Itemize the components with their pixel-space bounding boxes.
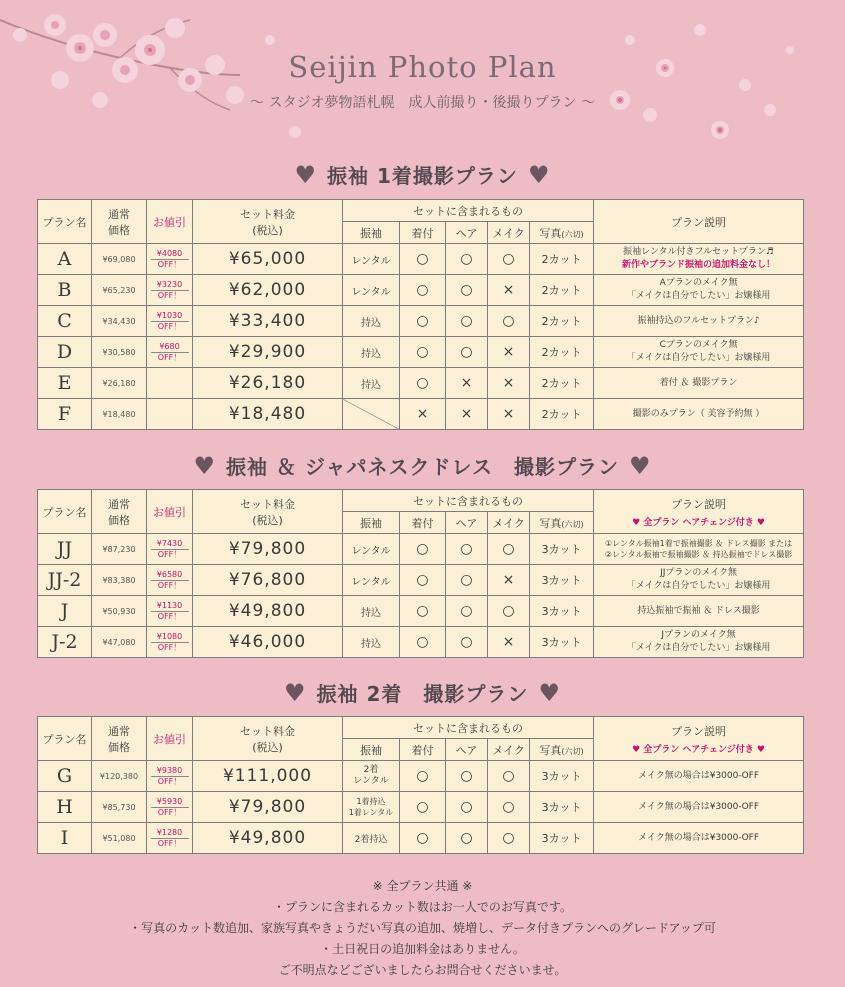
col-included: セットに含まれるもの [343,490,594,512]
col-regular: 通常 価格 [92,717,147,761]
section-title-1: ♥ 振袖 1着撮影プラン ♥ [294,161,551,189]
col-discount: お値引 [147,490,193,534]
col-hair: ヘア [446,512,488,534]
table-row: J-2 ¥47,080 ¥1080 OFF！ ¥46,000 持込 ○ ○ × 3カット Jプランのメイク無 「メイクは自分でしたい」お嬢様用 [38,627,804,658]
col-description: プラン説明 ♥ 全プラン ヘアチェンジ付き ♥ [594,717,804,761]
table-row: I ¥51,080 ¥1280 OFF！ ¥49,800 2着持込 ○ ○ ○ 3カット メイク無の場合は¥3000-OFF [38,823,804,854]
plan-table-2 [37,489,804,658]
col-kitsuke: 着付 [400,512,446,534]
col-photo: 写真(六切) [530,512,594,534]
table-row: H ¥85,730 ¥5930 OFF！ ¥79,800 1着持込 1着レンタル ○ ○ ○ 3カット メイク無の場合は¥3000-OFF [38,792,804,823]
discount-badge: ¥1130 OFF！ [147,596,193,627]
col-kitsuke: 着付 [400,222,446,244]
table-row: E ¥26,180 ¥26,180 持込 ○ × × 2カット 着付 ＆ 撮影プラン [38,368,804,399]
col-makeup: メイク [488,512,530,534]
col-included: セットに含まれるもの [343,717,594,739]
heart-icon: ♥ [527,161,551,189]
table-row: A ¥69,080 ¥4080 OFF！ ¥65,000 レンタル ○ ○ ○ 2カット 振袖レンタル付きフルセットプラン♬ 新作やブランド振袖の追加料金なし！ [38,244,804,275]
table-row: F ¥18,480 ¥18,480 × × × 2カット 撮影のみプラン（ 美容予約無 ） [38,399,804,430]
col-discount: お値引 [147,717,193,761]
col-regular: 通常 価格 [92,490,147,534]
section-title-2: ♥ 振袖 ＆ ジャパネスクドレス 撮影プラン ♥ [193,452,652,480]
table-row: J ¥50,930 ¥1130 OFF！ ¥49,800 持込 ○ ○ ○ 3カット 持込振袖で振袖 ＆ ドレス撮影 [38,596,804,627]
heart-icon: ♥ [193,452,217,480]
col-included: セットに含まれるもの [343,200,594,222]
col-furisode: 振袖 [343,222,400,244]
heart-icon: ♥ [284,679,307,707]
heart-icon: ♥ [756,517,765,528]
discount-badge: ¥1080 OFF！ [147,627,193,658]
table-row: D ¥30,580 ¥680 OFF！ ¥29,900 持込 ○ ○ × 2カット Cプランのメイク無 「メイクは自分でしたい」お嬢様用 [38,337,804,368]
col-furisode: 振袖 [343,739,400,761]
plan-table-1 [37,199,804,430]
discount-badge: ¥5930 OFF！ [147,792,193,823]
table-row: G ¥120,380 ¥9380 OFF！ ¥111,000 2着 レンタル ○ ○ ○ 3カット メイク無の場合は¥3000-OFF [38,761,804,792]
common-notes [0,876,845,981]
col-makeup: メイク [488,739,530,761]
heart-icon: ♥ [632,517,641,528]
discount-badge: ¥3230 OFF！ [147,275,193,306]
col-regular: 通常 価格 [92,200,147,244]
discount-badge: ¥680 OFF！ [147,337,193,368]
table-row: JJ ¥87,230 ¥7430 OFF！ ¥79,800 レンタル ○ ○ ○ 3カット ①レンタル振袖1着で振袖撮影 ＆ ドレス撮影 または ②レンタル振袖で振袖撮影 ＆ 持込振袖でドレス撮影 [38,534,804,565]
table-row: B ¥65,230 ¥3230 OFF！ ¥62,000 レンタル ○ ○ × 2カット Aプランのメイク無 「メイクは自分でしたい」お嬢様用 [38,275,804,306]
notes-line: ・プランに含まれるカット数はお一人でのお写真です。 [273,900,572,914]
col-makeup: メイク [488,222,530,244]
table-row: JJ-2 ¥83,380 ¥6580 OFF！ ¥76,800 レンタル ○ ○ × 3カット JJプランのメイク無 「メイクは自分でしたい」お嬢様用 [38,565,804,596]
col-hair: ヘア [446,739,488,761]
notes-heading: ※ 全プラン共通 ※ [372,879,473,893]
col-kitsuke: 着付 [400,739,446,761]
discount-badge: ¥4080 OFF！ [147,244,193,275]
discount-badge: ¥6580 OFF！ [147,565,193,596]
col-photo: 写真(六切) [530,739,594,761]
diagonal-empty-cell [343,399,400,430]
table-row: C ¥34,430 ¥1030 OFF！ ¥33,400 持込 ○ ○ ○ 2カット 振袖持込のフルセットプラン♪ [38,306,804,337]
discount-badge: ¥9380 OFF！ [147,761,193,792]
col-plan-name: プラン名 [38,717,92,761]
discount-badge: ¥1030 OFF！ [147,306,193,337]
notes-line: ご不明点などございましたらお問合せくださいませ。 [278,963,567,977]
heart-icon: ♥ [294,161,318,189]
col-discount: お値引 [147,200,193,244]
plan-table-3 [37,716,804,854]
page-subtitle: ～ スタジオ夢物語札幌 成人前撮り・後撮りプラン ～ [250,95,595,111]
col-furisode: 振袖 [343,512,400,534]
section-title-3: ♥ 振袖 2着 撮影プラン ♥ [284,679,561,707]
notes-line: ・写真のカット数追加、家族写真やきょうだい写真の追加、焼増し、データ付きプランへのグレードアップ可 [129,921,716,935]
heart-icon: ♥ [538,679,561,707]
discount-badge: ¥7430 OFF！ [147,534,193,565]
col-price: セット料金 (税込) [193,490,343,534]
col-price: セット料金 (税込) [193,717,343,761]
heart-icon: ♥ [632,744,641,755]
col-photo: 写真(六切) [530,222,594,244]
discount-badge: ¥1280 OFF！ [147,823,193,854]
page-title: Seijin Photo Plan [288,50,557,84]
col-plan-name: プラン名 [38,200,92,244]
heart-icon: ♥ [756,744,765,755]
notes-line: ・土日祝日の追加料金はありません。 [320,942,525,956]
heart-icon: ♥ [628,452,652,480]
col-hair: ヘア [446,222,488,244]
col-description: プラン説明 ♥ 全プラン ヘアチェンジ付き ♥ [594,490,804,534]
col-plan-name: プラン名 [38,490,92,534]
col-description: プラン説明 [594,200,804,244]
col-price: セット料金 (税込) [193,200,343,244]
